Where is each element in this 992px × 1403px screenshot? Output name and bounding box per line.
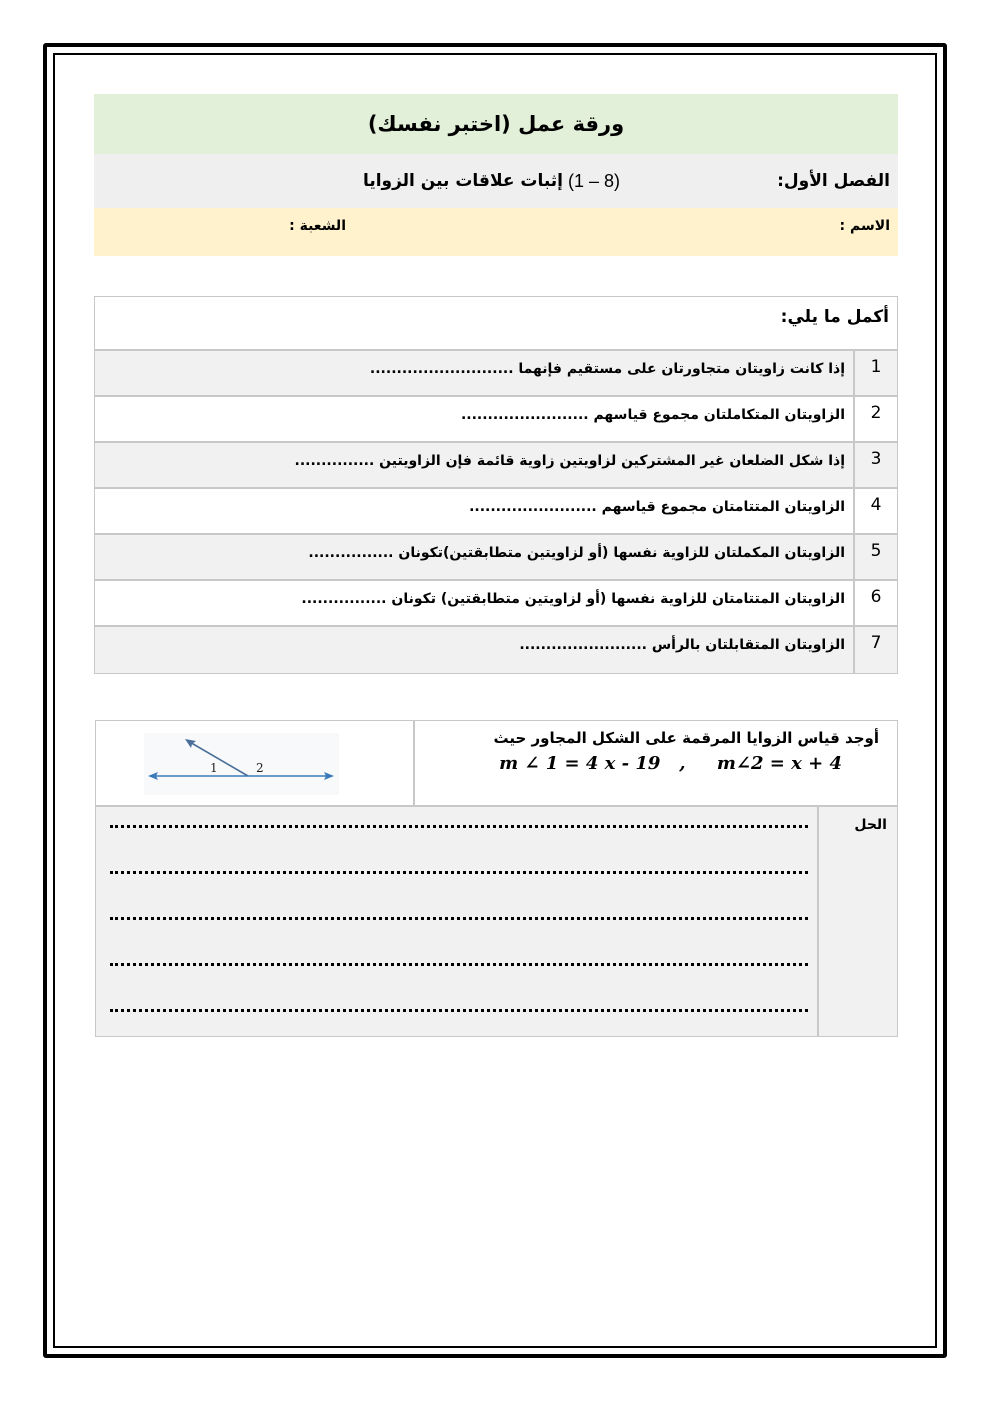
section-field-label[interactable]: الشعبة : [289, 218, 346, 234]
angle-figure [96, 721, 415, 805]
worksheet-title-row [94, 94, 898, 154]
table-row [95, 443, 897, 489]
item-text[interactable]: الزاويتان المتتامتان مجموع قياسهم ........................ [469, 499, 845, 515]
question-text: أوجد قياس الزوايا المرقمة على الشكل المجاور حيث [493, 729, 879, 747]
lesson-title: إثبات علاقات بين الزوايا [362, 171, 563, 191]
item-number: 1 [853, 351, 897, 395]
worksheet-header [94, 94, 898, 256]
svg-text:1: 1 [210, 761, 218, 775]
item-number: 6 [853, 581, 897, 625]
fill-in-table [94, 296, 898, 674]
item-text[interactable]: الزاويتان المتقابلتان بالرأس ........................ [519, 637, 845, 653]
name-field-label[interactable]: الاسم : [839, 218, 890, 234]
lesson-number: (8 – 1) [567, 170, 620, 191]
solution-label-cell [817, 807, 897, 1036]
table-row [95, 535, 897, 581]
item-text[interactable]: إذا شكل الضلعان غير المشتركين لزاويتين زاوية قائمة فإن الزاويتين ............... [294, 453, 845, 469]
problem-table [95, 720, 898, 1037]
answer-line[interactable] [110, 1009, 808, 1012]
item-text[interactable]: الزاويتان المتتامتان للزاوية نفسها (أو لزاويتين متطابقتين) تكونان ................ [301, 591, 845, 607]
solution-area [96, 807, 897, 1036]
answer-line[interactable] [110, 871, 808, 874]
table-row [95, 397, 897, 443]
worksheet-title: ورقة عمل (اختبر نفسك) [367, 112, 625, 136]
table-row [95, 351, 897, 397]
problem-question [417, 721, 897, 805]
table-row [95, 627, 897, 673]
student-info-row [94, 208, 898, 256]
item-text[interactable]: الزاويتان المكملتان للزاوية نفسها (أو لزاويتين متطابقتين)تكونان ................ [308, 545, 845, 561]
svg-text:2: 2 [256, 761, 264, 775]
item-number: 4 [853, 489, 897, 533]
chapter-row [94, 154, 898, 208]
item-number: 5 [853, 535, 897, 579]
item-number: 3 [853, 443, 897, 487]
solution-label: الحل [854, 817, 887, 833]
table-row [95, 489, 897, 535]
fill-in-heading: أكمل ما يلي: [95, 297, 897, 351]
problem-statement-row [96, 721, 897, 807]
item-number: 2 [853, 397, 897, 441]
answer-line[interactable] [110, 825, 808, 828]
item-number: 7 [853, 627, 897, 673]
item-text[interactable]: إذا كانت زاويتان متجاورتان على مستقيم فإنهما ........................... [369, 361, 845, 377]
answer-line[interactable] [110, 917, 808, 920]
answer-line[interactable] [110, 963, 808, 966]
adjacent-angles-diagram-icon [144, 733, 339, 795]
item-text[interactable]: الزاويتان المتكاملتان مجموع قياسهم ........................ [460, 407, 845, 423]
angle-equations: m ∠ 1 = 4 x - 19 , m∠2 = x + 4 [499, 753, 842, 774]
chapter-label: الفصل الأول: [777, 171, 890, 191]
table-row [95, 581, 897, 627]
